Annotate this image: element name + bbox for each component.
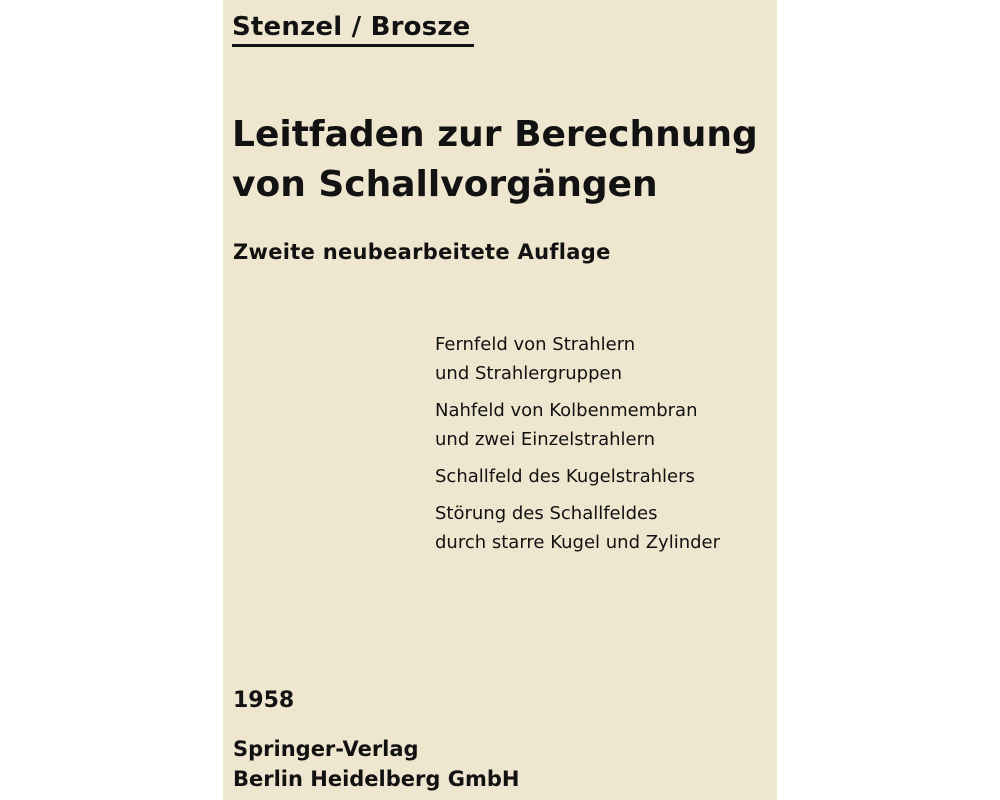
edition-label: Zweite neubearbeitete Auflage <box>233 240 611 264</box>
topic-item <box>435 499 720 557</box>
title-line: von Schallvorgängen <box>232 164 658 205</box>
publisher-line: Springer-Verlag <box>233 737 419 761</box>
book-cover <box>223 0 777 800</box>
topic-item <box>435 396 720 454</box>
topic-line: Schallfeld des Kugelstrahlers <box>435 466 695 487</box>
topic-line: Fernfeld von Strahlern <box>435 334 636 355</box>
publisher <box>233 734 519 794</box>
topic-list <box>435 330 720 565</box>
publication-year: 1958 <box>233 688 295 713</box>
topic-line: und Strahlergruppen <box>435 363 623 384</box>
topic-item <box>435 330 720 388</box>
book-title <box>232 110 758 210</box>
topic-line: und zwei Einzelstrahlern <box>435 429 656 450</box>
publisher-line: Berlin Heidelberg GmbH <box>233 767 520 791</box>
topic-line: durch starre Kugel und Zylinder <box>435 532 721 553</box>
author-underline <box>232 44 474 47</box>
title-line: Leitfaden zur Berechnung <box>232 114 758 155</box>
topic-line: Nahfeld von Kolbenmembran <box>435 400 698 421</box>
topic-item <box>435 462 720 491</box>
author-names: Stenzel / Brosze <box>232 12 471 42</box>
topic-line: Störung des Schallfeldes <box>435 503 658 524</box>
